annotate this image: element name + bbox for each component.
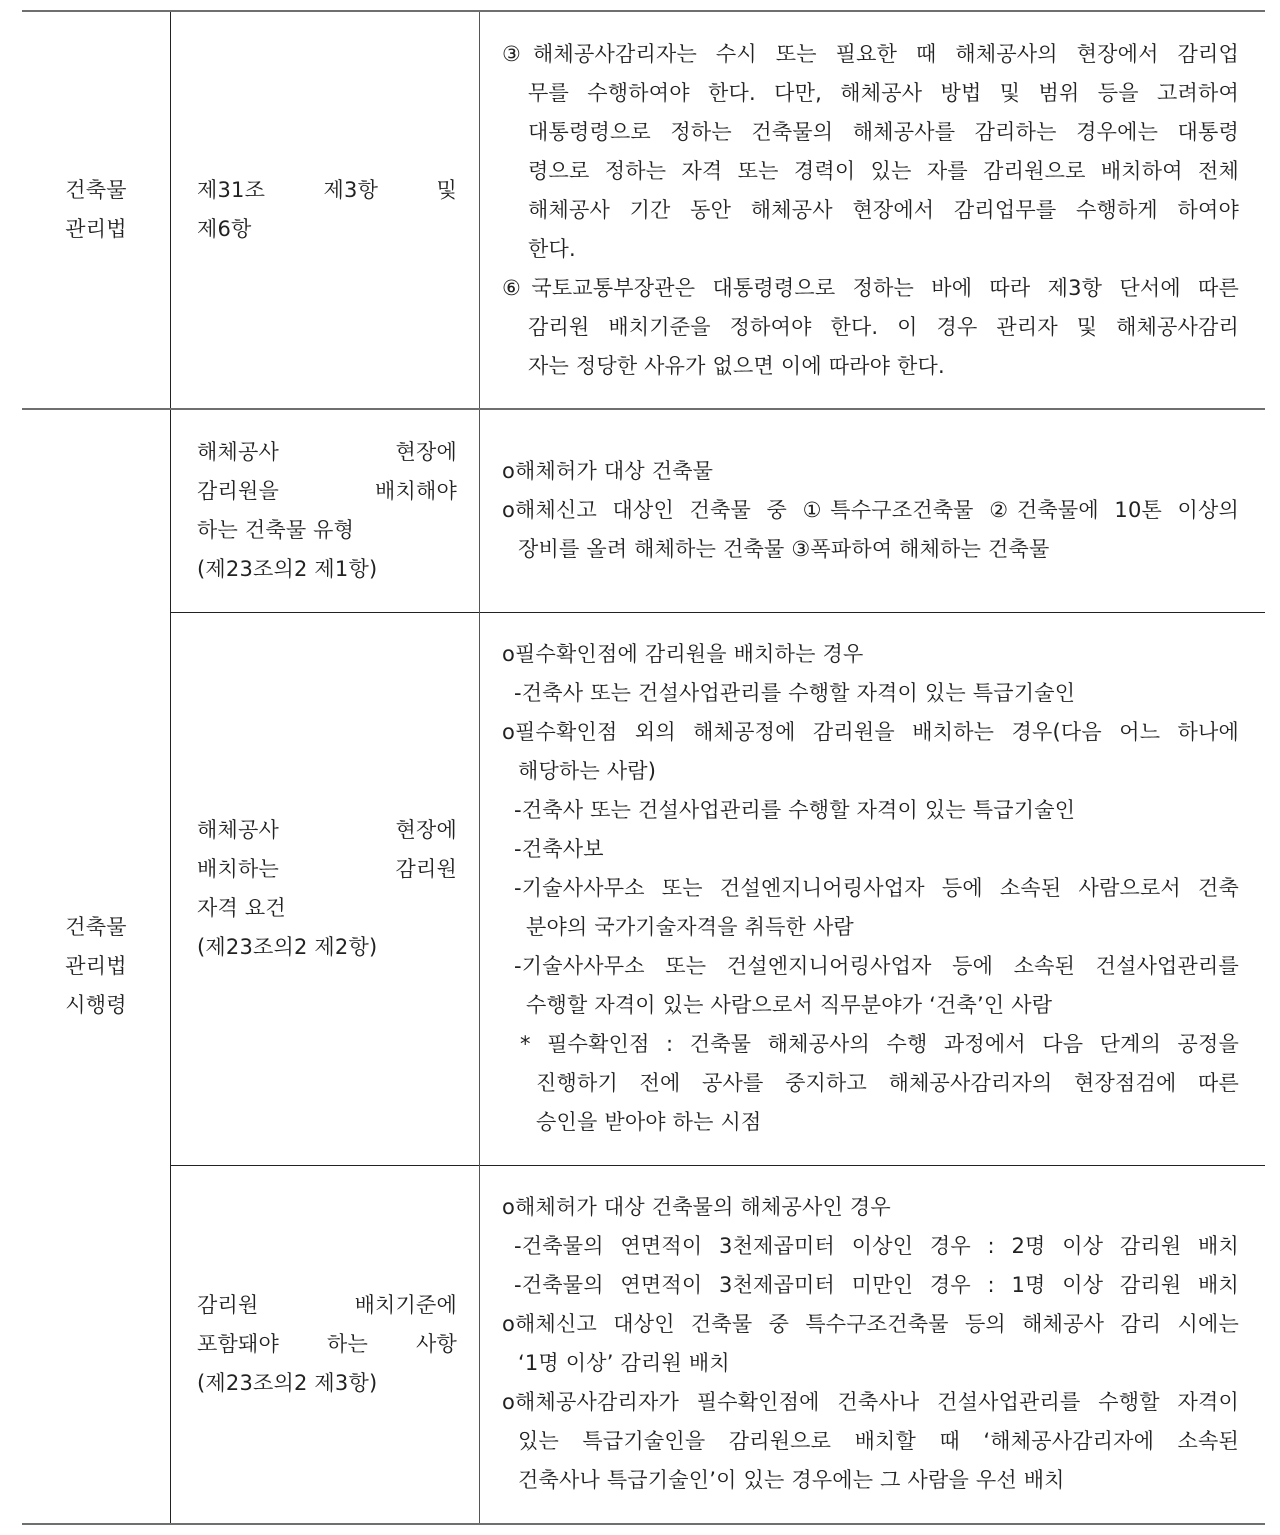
content-cell — [480, 612, 1266, 1165]
article-line: (제23조의2 제3항) — [197, 1370, 378, 1395]
law-name-line: 관리법 — [65, 954, 127, 978]
table-row-enforcement-decree-criteria — [22, 1165, 1265, 1524]
content-line: 건축사나 특급기술인’이 있는 경우에는 그 사람을 우선 배치 — [518, 1468, 1065, 1493]
article-cell — [171, 1165, 480, 1524]
content-line: * 필수확인점 : 건축물 해체공사의 수행 과정에서 다음 단계의 공정을 — [520, 1032, 1239, 1056]
bullet-item — [502, 635, 1239, 674]
regulation-table — [22, 10, 1265, 1525]
dash-item — [502, 1227, 1239, 1266]
footnote-item — [502, 1025, 1239, 1142]
dash-item — [502, 947, 1239, 1025]
dash-item — [502, 791, 1239, 830]
bullet-item — [502, 1188, 1239, 1227]
dash-item — [502, 830, 1239, 869]
content-cell — [480, 1165, 1266, 1524]
article-line: 포함돼야 하는 사항 — [197, 1331, 457, 1356]
content-line: 해체공사 기간 동안 해체공사 현장에서 감리업무를 수행하게 하여야 — [528, 197, 1239, 222]
table-row-enforcement-decree-types — [22, 409, 1265, 612]
content-line: 자는 정당한 사유가 없으면 이에 따라야 한다. — [528, 353, 945, 378]
content-cell — [480, 409, 1266, 612]
law-name-line: 시행령 — [65, 993, 127, 1017]
dash-item — [502, 869, 1239, 947]
article-line: (제23조의2 제1항) — [197, 556, 378, 581]
dash-item — [502, 674, 1239, 713]
law-name-line: 건축물 — [65, 178, 127, 202]
content-line: o필수확인점에 감리원을 배치하는 경우 — [502, 642, 864, 666]
content-line: 무를 수행하여야 한다. 다만, 해체공사 방법 및 범위 등을 고려하여 — [528, 80, 1239, 105]
law-name-cell — [22, 11, 171, 409]
article-line: 제6항 — [197, 217, 252, 241]
content-line: ‘1명 이상’ 감리원 배치 — [518, 1351, 730, 1376]
content-line: ⑥국토교통부장관은 대통령령으로 정하는 바에 따라 제3항 단서에 따른 — [502, 275, 1239, 300]
law-name-cell — [22, 409, 171, 1524]
content-line: 해당하는 사람) — [518, 759, 657, 783]
bullet-item — [502, 713, 1239, 791]
bullet-item — [502, 491, 1239, 569]
content-line: -건축사보 — [514, 837, 604, 861]
content-line: o해체신고 대상인 건축물 중 ①특수구조건축물 ②건축물에 10톤 이상의 — [502, 498, 1239, 523]
paragraph-3 — [502, 35, 1239, 269]
content-line: -건축물의 연면적이 3천제곱미터 미만인 경우 : 1명 이상 감리원 배치 — [514, 1273, 1239, 1298]
article-line: 감리원을 배치해야 — [197, 478, 457, 503]
content-line: o해체허가 대상 건축물의 해체공사인 경우 — [502, 1195, 891, 1220]
content-line: o해체신고 대상인 건축물 중 특수구조건축물 등의 해체공사 감리 시에는 — [502, 1312, 1239, 1337]
bullet-item — [502, 452, 1239, 491]
content-line: 있는 특급기술인을 감리원으로 배치할 때 ‘해체공사감리자에 소속된 — [518, 1429, 1239, 1454]
article-line: 제31조 제3항 및 — [197, 178, 457, 202]
bullet-item — [502, 1383, 1239, 1500]
bullet-item — [502, 1305, 1239, 1383]
content-line: 감리원 배치기준을 정하여야 한다. 이 경우 관리자 및 해체공사감리 — [528, 314, 1239, 339]
content-line: -기술사사무소 또는 건설엔지니어링사업자 등에 소속된 사람으로서 건축 — [514, 876, 1239, 900]
content-line: -건축물의 연면적이 3천제곱미터 이상인 경우 : 2명 이상 감리원 배치 — [514, 1234, 1239, 1259]
article-line: 배치하는 감리원 — [197, 856, 457, 881]
content-line: 대통령령으로 정하는 건축물의 해체공사를 감리하는 경우에는 대통령 — [528, 119, 1239, 144]
table-row-building-management-act — [22, 11, 1265, 409]
content-line: o해체허가 대상 건축물 — [502, 459, 714, 484]
content-line: o필수확인점 외의 해체공정에 감리원을 배치하는 경우(다음 어느 하나에 — [502, 720, 1239, 744]
article-line: 감리원 배치기준에 — [197, 1292, 457, 1317]
content-line: 분야의 국가기술자격을 취득한 사람 — [526, 915, 854, 939]
content-line: 진행하기 전에 공사를 중지하고 해체공사감리자의 현장점검에 따른 — [536, 1071, 1239, 1095]
content-line: ③해체공사감리자는 수시 또는 필요한 때 해체공사의 현장에서 감리업 — [502, 41, 1239, 66]
law-name-line: 관리법 — [65, 217, 127, 241]
table-row-enforcement-decree-qualifications — [22, 612, 1265, 1165]
content-line: -건축사 또는 건설사업관리를 수행할 자격이 있는 특급기술인 — [514, 681, 1076, 705]
dash-item — [502, 1266, 1239, 1305]
article-line: 하는 건축물 유형 — [197, 517, 355, 542]
content-line: 령으로 정하는 자격 또는 경력이 있는 자를 감리원으로 배치하여 전체 — [528, 158, 1239, 183]
content-line: 장비를 올려 해체하는 건축물 ③폭파하여 해체하는 건축물 — [518, 537, 1050, 562]
content-line: 한다. — [528, 236, 576, 261]
law-name-line: 건축물 — [65, 915, 127, 939]
content-line: 수행할 자격이 있는 사람으로서 직무분야가 ‘건축’인 사람 — [526, 993, 1053, 1017]
content-line: -건축사 또는 건설사업관리를 수행할 자격이 있는 특급기술인 — [514, 798, 1076, 822]
article-line: 해체공사 현장에 — [197, 439, 457, 464]
paragraph-6 — [502, 269, 1239, 386]
content-line: -기술사사무소 또는 건설엔지니어링사업자 등에 소속된 건설사업관리를 — [514, 954, 1239, 978]
article-line: (제23조의2 제2항) — [197, 934, 378, 959]
content-line: 승인을 받아야 하는 시점 — [536, 1110, 762, 1134]
article-cell — [171, 612, 480, 1165]
article-line: 자격 요건 — [197, 895, 286, 920]
article-line: 해체공사 현장에 — [197, 817, 457, 842]
content-cell — [480, 11, 1266, 409]
content-line: o해체공사감리자가 필수확인점에 건축사나 건설사업관리를 수행할 자격이 — [502, 1390, 1239, 1415]
article-cell — [171, 409, 480, 612]
article-cell — [171, 11, 480, 409]
